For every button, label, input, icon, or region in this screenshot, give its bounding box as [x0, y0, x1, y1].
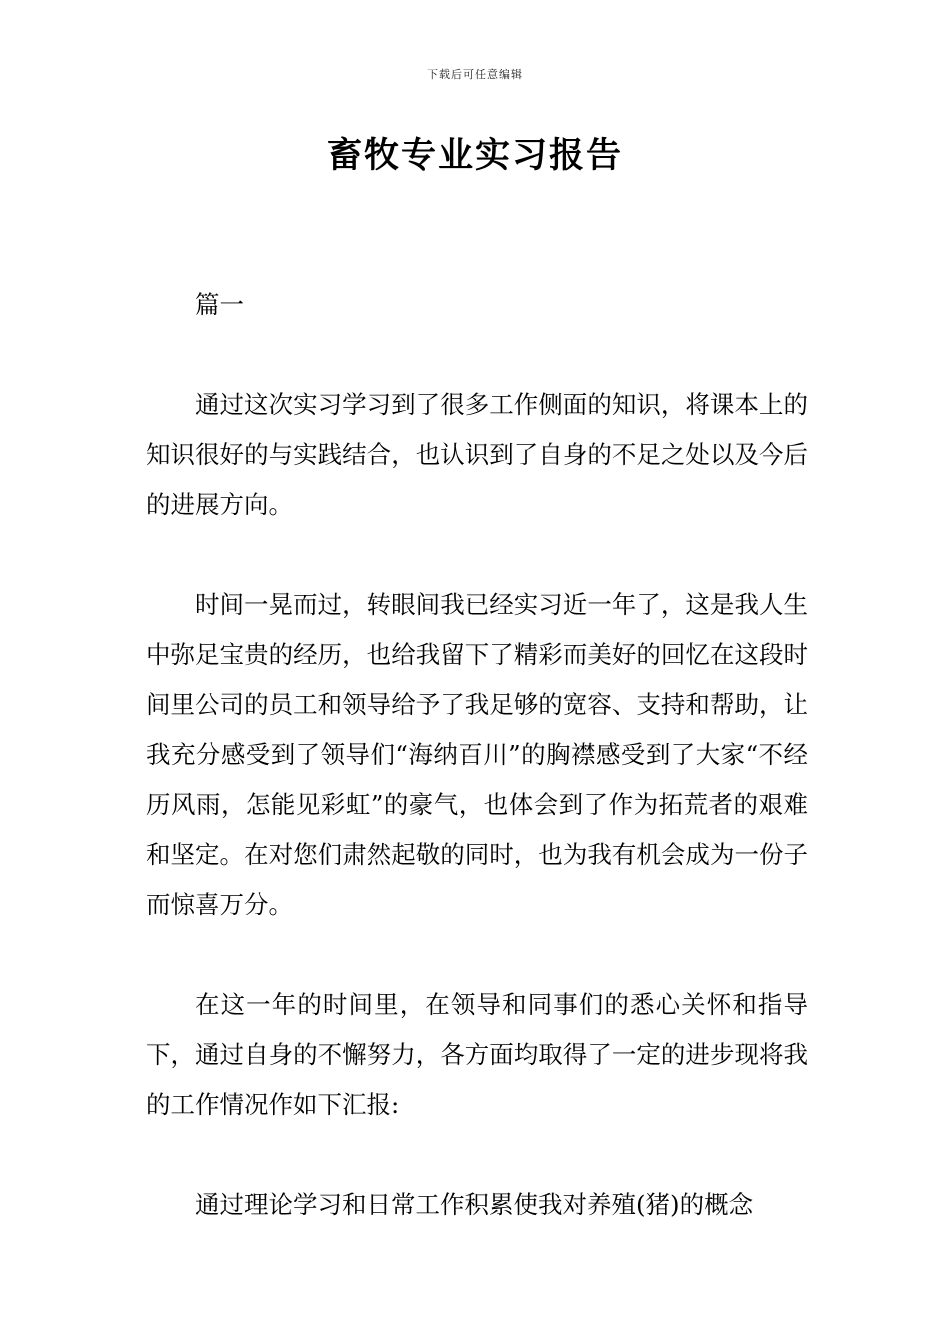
document-body: [146, 280, 808, 1230]
document-title: 畜牧专业实习报告: [326, 136, 623, 176]
paragraph-1: 通过这次实习学习到了很多工作侧面的知识，将课本上的知识很好的与实践结合，也认识到了自身的不足之处以及今后的进展方向。: [146, 390, 808, 519]
section-label: 篇一: [195, 290, 244, 319]
paragraph-2: 时间一晃而过，转眼间我已经实习近一年了，这是我人生中弥足宝贵的经历，也给我留下了精彩而美好的回忆在这段时间里公司的员工和领导给予了我足够的宽容、支持和帮助，让我充分感受到了领导们“海纳百川”的胸襟感受到了大家“不经历风雨，怎能见彩虹”的豪气，也体会到了作为拓荒者的艰难和坚定。在对您们肃然起敬的同时，也为我有机会成为一份子而惊喜万分。: [146, 590, 808, 919]
header-note: 下载后可任意编辑: [427, 68, 523, 81]
paragraph-3: 在这一年的时间里，在领导和同事们的悉心关怀和指导下，通过自身的不懈努力，各方面均取得了一定的进步现将我的工作情况作如下汇报:: [146, 990, 808, 1119]
paragraph-4: 通过理论学习和日常工作积累使我对养殖(猪)的概念: [195, 1190, 754, 1219]
